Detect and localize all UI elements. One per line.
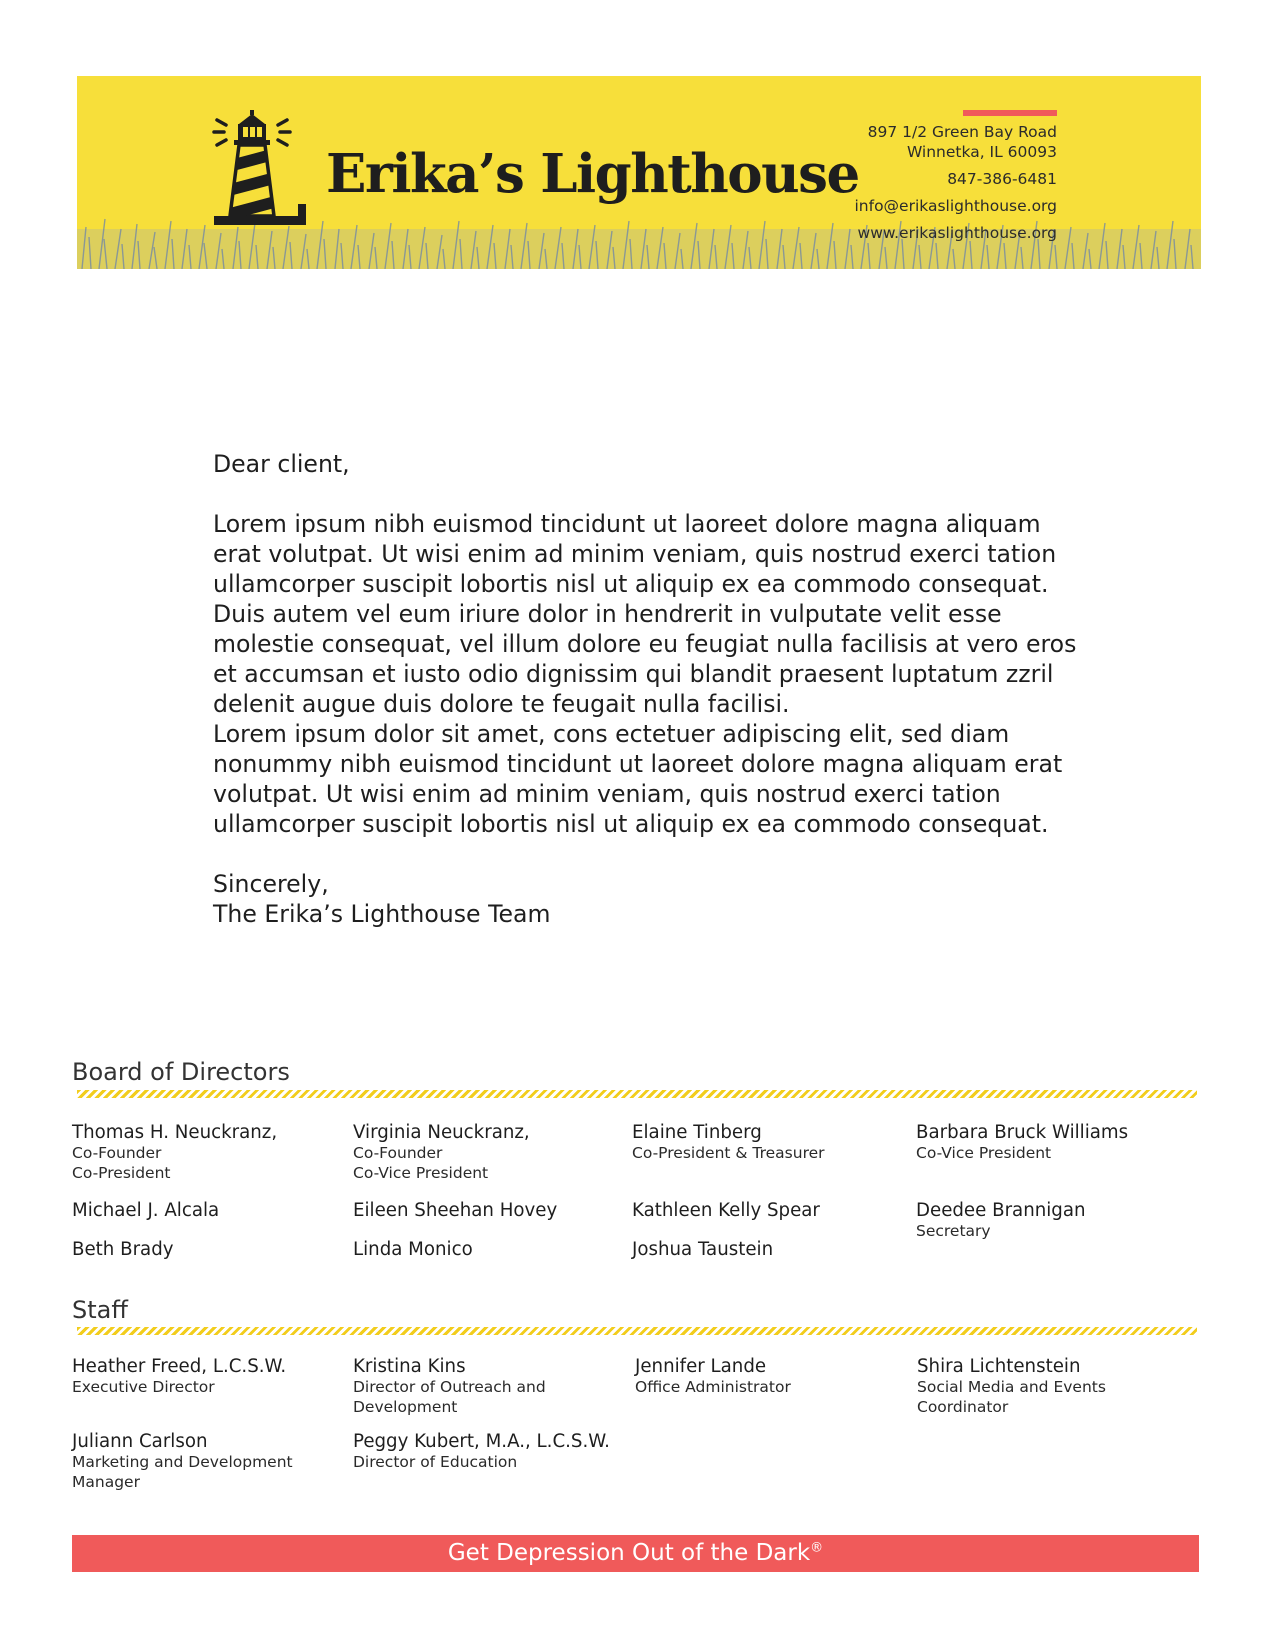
board-member xyxy=(72,1200,332,1221)
member-role: Secretary xyxy=(916,1222,991,1240)
board-member xyxy=(632,1200,892,1221)
staff-divider xyxy=(77,1327,1197,1335)
board-member xyxy=(353,1239,613,1260)
board-member xyxy=(353,1200,613,1221)
member-name: Eileen Sheehan Hovey xyxy=(353,1200,558,1221)
member-role: Co-Vice President xyxy=(353,1164,489,1182)
staff-member xyxy=(635,1356,895,1397)
accent-bar xyxy=(963,110,1057,116)
staff-title: Staff xyxy=(72,1296,128,1324)
member-name: Jennifer Lande xyxy=(635,1356,767,1377)
paragraph-1: Lorem ipsum nibh euismod tincidunt ut laoreet dolore magna aliquam erat volutpat. Ut wisi enim ad minim veniam, quis nostrud exerci tation ullamcorper suscipit lobortis nisl ut aliquip ex ea commodo consequat. Duis autem vel eum iriure dolor in hendrerit in vulputate velit esse molestie consequat, vel illum dolore eu feugiat nulla facilisis at vero eros et accumsan et iusto odio dignissim qui blandit praesent luptatum zzril delenit augue duis dolore te feugait nulla facilisi. xyxy=(213,510,1077,718)
member-role: Co-Founder xyxy=(353,1144,443,1162)
paragraph-2: Lorem ipsum dolor sit amet, cons ectetuer adipiscing elit, sed diam nonummy nibh euismod tincidunt ut laoreet dolore magna aliquam erat volutpat. Ut wisi enim ad minim veniam, quis nostrud exerci tation ullamcorper suscipit lobortis nisl ut aliquip ex ea commodo consequat. xyxy=(213,720,1063,838)
member-name: Kathleen Kelly Spear xyxy=(632,1200,820,1221)
member-role: Director of Outreach and Development xyxy=(353,1378,546,1416)
contact-block xyxy=(854,122,1057,243)
member-role: Office Administrator xyxy=(635,1378,791,1396)
member-role: Co-Founder xyxy=(72,1144,162,1162)
board-title: Board of Directors xyxy=(72,1058,290,1086)
member-role: Executive Director xyxy=(72,1378,215,1396)
board-member xyxy=(916,1200,1176,1241)
website-link[interactable]: www.erikaslighthouse.org xyxy=(857,224,1057,242)
phone-number: 847-386-6481 xyxy=(947,170,1057,188)
board-member xyxy=(72,1122,332,1183)
member-name: Deedee Brannigan xyxy=(916,1200,1086,1221)
member-name: Virginia Neuckranz, xyxy=(353,1122,530,1143)
member-role: Co-Vice President xyxy=(916,1144,1052,1162)
street-address: 897 1/2 Green Bay Road xyxy=(867,123,1057,141)
member-name: Beth Brady xyxy=(72,1239,174,1260)
member-role: Co-President xyxy=(72,1164,171,1182)
registered-mark: ® xyxy=(810,1540,824,1556)
board-member xyxy=(353,1122,613,1183)
staff-member xyxy=(72,1431,302,1492)
member-name: Peggy Kubert, M.A., L.C.S.W. xyxy=(353,1431,610,1452)
lighthouse-icon xyxy=(212,110,312,232)
member-name: Linda Monico xyxy=(353,1239,473,1260)
board-member xyxy=(72,1239,332,1260)
signature: The Erika’s Lighthouse Team xyxy=(213,900,551,928)
member-role: Director of Education xyxy=(353,1453,518,1471)
organization-name: Erika’s Lighthouse xyxy=(326,143,859,205)
member-name: Joshua Taustein xyxy=(632,1239,774,1260)
closing: Sincerely, xyxy=(213,870,329,898)
staff-member xyxy=(353,1356,563,1417)
board-member xyxy=(632,1122,892,1163)
member-name: Michael J. Alcala xyxy=(72,1200,220,1221)
greeting: Dear client, xyxy=(213,450,350,478)
member-role: Social Media and Events Coordinator xyxy=(917,1378,1106,1416)
staff-member xyxy=(917,1356,1117,1417)
letterhead-banner xyxy=(77,76,1201,269)
board-divider xyxy=(77,1090,1197,1098)
staff-member xyxy=(353,1431,633,1472)
member-name: Heather Freed, L.C.S.W. xyxy=(72,1356,287,1377)
member-role: Co-President & Treasurer xyxy=(632,1144,825,1162)
letter-body xyxy=(213,449,1093,929)
member-name: Juliann Carlson xyxy=(72,1431,208,1452)
board-member xyxy=(916,1122,1176,1163)
email-link[interactable]: info@erikaslighthouse.org xyxy=(854,197,1057,215)
tagline-text: Get Depression Out of the Dark xyxy=(447,1540,811,1566)
city-address: Winnetka, IL 60093 xyxy=(906,143,1057,161)
staff-member xyxy=(72,1356,332,1397)
member-name: Barbara Bruck Williams xyxy=(916,1122,1129,1143)
member-name: Kristina Kins xyxy=(353,1356,466,1377)
tagline-bar xyxy=(72,1535,1199,1572)
member-role: Marketing and Development Manager xyxy=(72,1453,293,1491)
member-name: Shira Lichtenstein xyxy=(917,1356,1081,1377)
member-name: Elaine Tinberg xyxy=(632,1122,762,1143)
member-name: Thomas H. Neuckranz, xyxy=(72,1122,278,1143)
board-member xyxy=(632,1239,892,1260)
